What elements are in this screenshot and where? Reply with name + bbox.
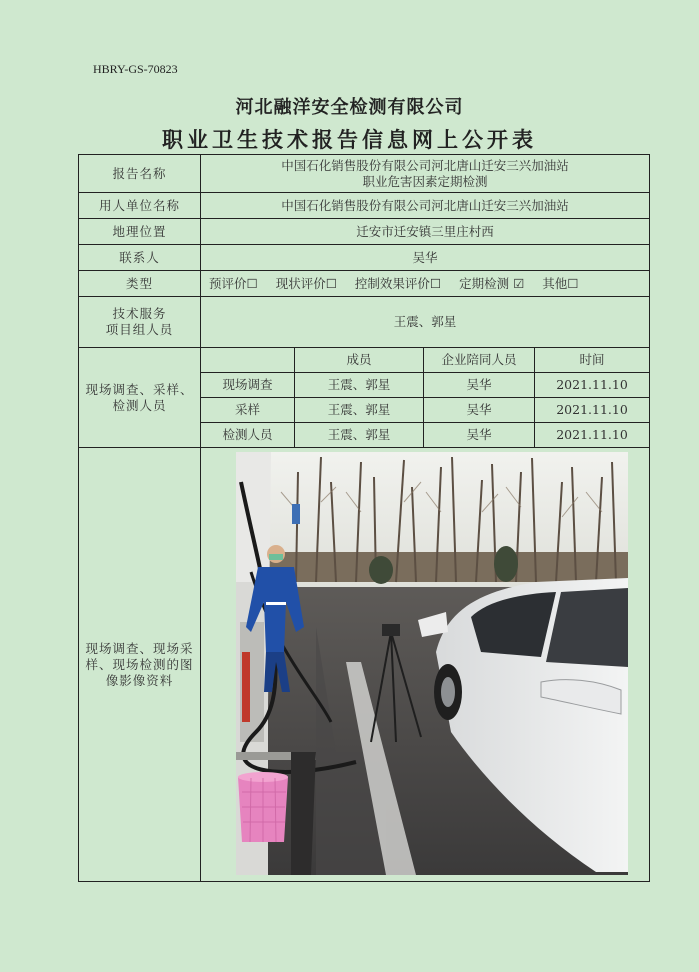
row-contact — [79, 245, 650, 271]
survey-members: 王震、郭星 — [295, 373, 424, 398]
location-label: 地理位置 — [79, 219, 201, 245]
row-report-name — [79, 155, 650, 193]
report-name-line2: 职业危害因素定期检测 — [362, 173, 488, 189]
contact-value: 吴华 — [201, 245, 650, 271]
survey-label-line2: 检测人员 — [112, 397, 167, 413]
survey-header-role — [201, 348, 295, 373]
location-value: 迁安市迁安镇三里庄村西 — [201, 219, 650, 245]
photo-cell — [201, 448, 650, 882]
team-label-line1: 技术服务 — [112, 306, 167, 321]
pink-basket — [238, 772, 288, 842]
document-code: HBRY-GS-70823 — [93, 62, 178, 76]
survey-header-row — [79, 348, 650, 373]
survey-role: 现场调查 — [201, 373, 295, 398]
team-value: 王震、郭星 — [201, 297, 650, 348]
survey-date: 2021.11.10 — [535, 423, 650, 448]
survey-header-members: 成员 — [295, 348, 424, 373]
survey-role: 采样 — [201, 398, 295, 423]
team-label — [79, 297, 201, 348]
survey-companion: 吴华 — [424, 423, 535, 448]
survey-header-companion: 企业陪同人员 — [424, 348, 535, 373]
type-option-control-evaluation: 控制效果评价☐ — [354, 275, 442, 291]
row-location — [79, 219, 650, 245]
type-option-pre-evaluation: 预评价☐ — [209, 275, 258, 291]
report-name-label: 报告名称 — [79, 155, 201, 193]
info-table — [78, 154, 650, 882]
photo-label-line1: 现场调查、现场采 — [85, 640, 194, 656]
survey-date: 2021.11.10 — [535, 398, 650, 423]
photo-label-line2: 样、现场检测的图 — [85, 656, 194, 672]
employer-value: 中国石化销售股份有限公司河北唐山迁安三兴加油站 — [201, 193, 650, 219]
type-options — [201, 271, 650, 297]
employer-label: 用人单位名称 — [79, 193, 201, 219]
type-option-other: 其他☐ — [542, 275, 579, 291]
type-option-status-evaluation: 现状评价☐ — [275, 275, 337, 291]
survey-companion: 吴华 — [424, 398, 535, 423]
survey-members: 王震、郭星 — [295, 398, 424, 423]
report-name-line1: 中国石化销售股份有限公司河北唐山迁安三兴加油站 — [281, 157, 569, 173]
site-photo — [236, 452, 628, 875]
survey-date: 2021.11.10 — [535, 373, 650, 398]
row-employer — [79, 193, 650, 219]
row-type — [79, 271, 650, 297]
company-name: 河北融洋安全检测有限公司 — [235, 97, 464, 118]
survey-label — [79, 348, 201, 448]
row-team — [79, 297, 650, 348]
type-option-periodic-testing: 定期检测 ☑ — [459, 275, 525, 291]
page-title: 职业卫生技术报告信息网上公开表 — [162, 127, 537, 152]
survey-companion: 吴华 — [424, 373, 535, 398]
report-name-value — [201, 155, 650, 193]
survey-label-line1: 现场调查、采样、 — [85, 381, 194, 397]
photo-label — [79, 448, 201, 882]
survey-role: 检测人员 — [201, 423, 295, 448]
team-label-line2: 项目组人员 — [105, 322, 174, 337]
type-label: 类型 — [79, 271, 201, 297]
survey-header-date: 时间 — [535, 348, 650, 373]
photo-label-line3: 像影像资料 — [105, 672, 174, 688]
survey-members: 王震、郭星 — [295, 423, 424, 448]
contact-label: 联系人 — [79, 245, 201, 271]
row-photo — [79, 448, 650, 882]
